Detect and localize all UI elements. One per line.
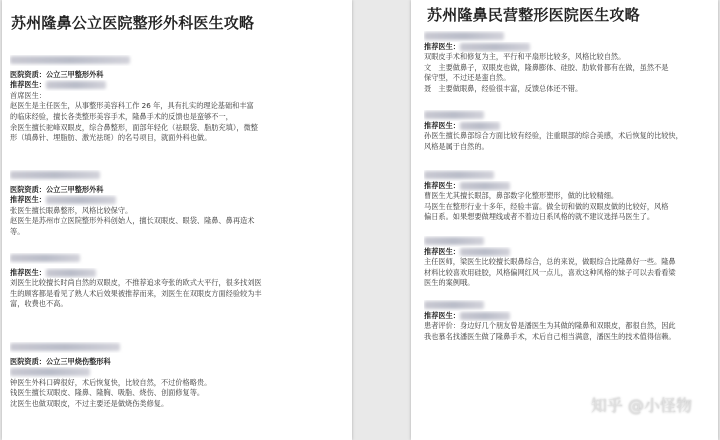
paragraph-line: 的临床经验，擅长各类整形美容手术，隆鼻手术的反馈也是蛮够不一，: [10, 111, 233, 121]
paragraph-line: 材料比较喜欢用硅胶，风格偏网红风一点儿，喜欢这种风格的妹子可以去看看梁: [424, 267, 676, 277]
paragraph-line: 余医生擅长驼峰双眼皮，综合鼻整形，面部年轻化（祛眼袋、脂肪充填），微整: [10, 122, 258, 132]
left-page-title: 苏州隆鼻公立医院整形外科医生攻略: [11, 14, 255, 32]
paragraph-line: 聂 主要做眼鼻，经验很丰富，反馈总体还不错。: [424, 83, 583, 93]
recommend-label: 推荐医生：: [10, 267, 46, 277]
paragraph-line: 主任医师，梁医生比较擅长眼鼻综合，总的来说，做眼综合比隆鼻好一些。隆鼻: [424, 257, 676, 267]
paragraph-line: 刘医生比较擅长时尚自然的双眼皮，不推荐追求夸张的欧式大平行，很多找刘医: [10, 278, 262, 288]
paragraph-line: 生的顾客都是看见了熟人术后效果被推荐而来，刘医生在双眼皮方面经验较为丰: [10, 288, 262, 298]
redacted-hospital-name: [10, 171, 100, 179]
recommend-label: 推荐医生：: [424, 180, 460, 190]
right-section-2: [424, 110, 718, 152]
paragraph-line: 钟医生外科口碑很好，术后恢复快，比较自然，不过价格略贵。: [10, 377, 212, 387]
left-section-3: [10, 253, 352, 310]
right-section-1: [424, 31, 718, 95]
paragraph-line: 医生的案例哦。: [424, 278, 475, 288]
paragraph-line: 我也慕名找潘医生做了隆鼻手术，术后自己相当满意，潘医生的技术值得信赖。: [424, 331, 676, 341]
qualification-label: 医院资质：公立三甲整形外科: [10, 69, 104, 79]
qualification-label: 医院资质：公立三甲整形外科: [10, 184, 104, 194]
paragraph-line: 马医生在整形行业十多年，经验丰富。做全切和做的双眼皮做的比较好，风格: [424, 201, 669, 211]
paragraph-line: 富，收费也不高。: [10, 299, 68, 309]
paragraph-line: 首席医生：: [10, 90, 46, 100]
paragraph-line: 患者评价：身边好几个朋友曾是潘医生为其做的隆鼻和双眼皮，都很自然，因此: [424, 321, 676, 331]
left-section-1: [10, 55, 352, 144]
paragraph-line: 钱医生擅长双眼皮、隆鼻、隆胸、吸脂、烧伤、创面修复等。: [10, 388, 205, 398]
recommend-label: 推荐医生：: [424, 120, 460, 130]
right-section-5: [424, 300, 718, 342]
qualification-label: 医院资质：公立三甲烧伤整形科: [10, 356, 111, 366]
redacted-hospital-name: [424, 111, 484, 119]
redacted-hospital-name: [424, 32, 504, 40]
left-document-page: [2, 0, 352, 440]
redacted-hospital-name: [424, 301, 484, 309]
recommend-label: 推荐医生：: [10, 80, 46, 90]
left-section-4: [10, 342, 352, 410]
paragraph-line: 赵医生是苏州市立医院整形外科创始人，擅长双眼皮、眼袋、隆鼻、鼻再造术: [10, 216, 255, 226]
paragraph-line: 赵医生是主任医生，从事整形美容科工作 26 年，具有扎实的理论基础和丰富: [10, 101, 254, 111]
paragraph-line: 双眼皮手术和修复为主，平行和平扇形比较多，风格比较自然。: [424, 52, 626, 62]
paragraph-line: 风格是属于自然的。: [424, 141, 489, 151]
right-section-4: [424, 236, 718, 289]
paragraph-line: 张医生擅长眼鼻整形，风格比较保守。: [10, 205, 133, 215]
redacted-hospital-name: [10, 254, 80, 262]
paragraph-line: 保守型，不过还是蛮自然。: [424, 73, 511, 83]
paragraph-line: 形（填鼻针、埋脂肪、激光祛斑）的名号项目，就面外科也做。: [10, 133, 212, 143]
zhihu-watermark: 知乎 @小怪物: [590, 396, 692, 415]
right-document-page: [411, 0, 718, 440]
paragraph-line: 偏日系。如果想要做埋线或者不着边日系风格的就不建议选择马医生了。: [424, 212, 655, 222]
right-section-3: [424, 170, 718, 223]
recommend-label: 推荐医生：: [10, 195, 46, 205]
redacted-hospital-name: [424, 237, 484, 245]
right-page-title: 苏州隆鼻民营整形医院医生攻略: [427, 6, 640, 24]
recommend-label: 推荐医生：: [424, 246, 460, 256]
paragraph-line: 孙医生擅长鼻部综合方面比较有经验，注重眼部的综合美感，术后恢复的比较快，: [424, 131, 683, 141]
redacted-doctor-names: [10, 368, 90, 376]
redacted-hospital-name: [424, 171, 494, 179]
redacted-hospital-name: [10, 56, 130, 64]
redacted-hospital-name: [10, 343, 120, 351]
paragraph-line: 文 主要做鼻子，双眼皮也做，隆鼻膨体、硅胶、肋软骨都有在做，虽然不是: [424, 62, 669, 72]
recommend-label: 推荐医生：: [424, 41, 460, 51]
paragraph-line: 等。: [10, 226, 25, 236]
paragraph-line: 曹医生尤其擅长眼部，鼻部数字化整形塑形，做的比较精细。: [424, 191, 619, 201]
recommend-label: 推荐医生：: [424, 310, 460, 320]
left-section-2: [10, 170, 352, 238]
paragraph-line: 沈医生也做双眼皮，不过主要还是做烧伤类修复。: [10, 398, 169, 408]
